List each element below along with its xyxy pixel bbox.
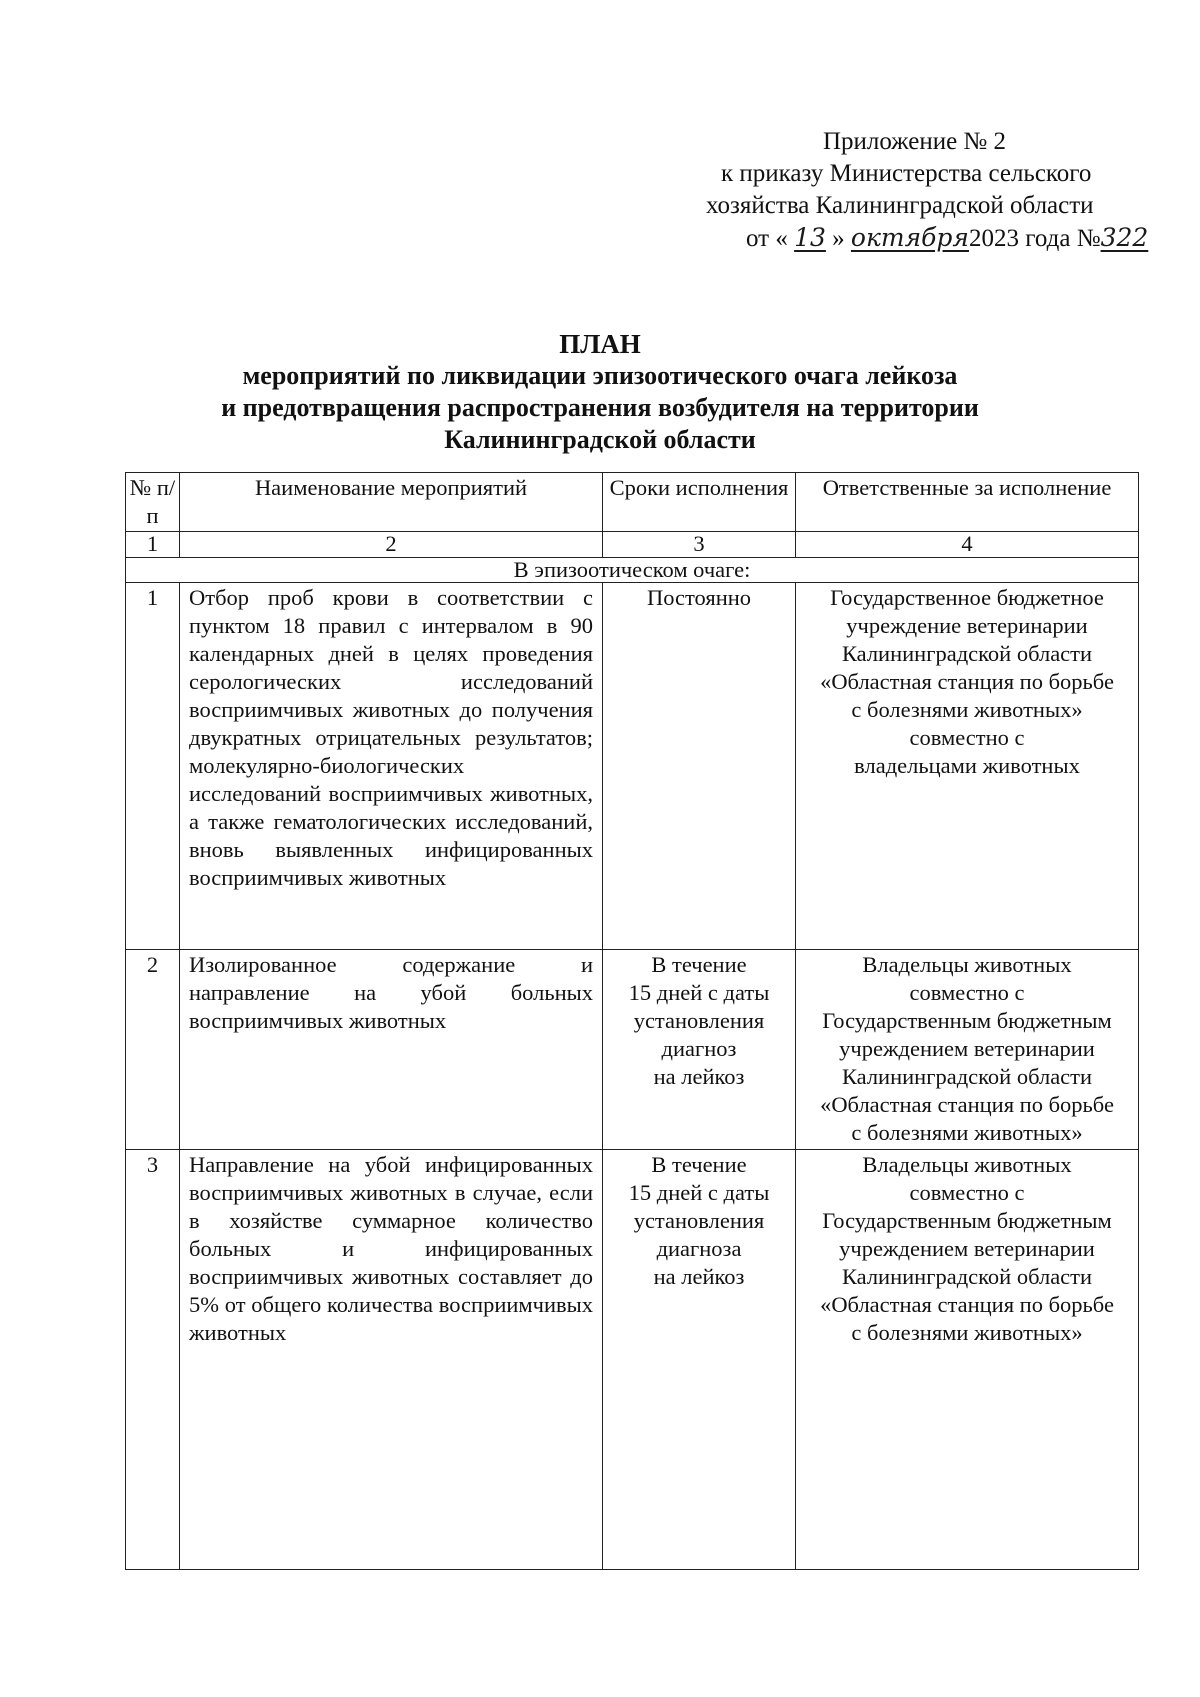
title-line3: Калининградской области	[444, 425, 756, 454]
document-title	[100, 328, 1100, 456]
appendix-header	[640, 126, 1180, 255]
row-responsible	[796, 1150, 1139, 1570]
term-line: В течение	[651, 1152, 747, 1178]
row-number: 1	[126, 582, 180, 949]
order-number-handwritten: 322	[1100, 223, 1149, 252]
responsible-line: Владельцы животных	[862, 952, 1072, 978]
row-activity: Изолированное содержание и направление на убой больных восприимчивых животных	[180, 950, 603, 1150]
row-term	[603, 582, 796, 949]
row-term	[603, 1150, 796, 1570]
term-line: диагноза	[656, 1236, 742, 1262]
table-header-row	[126, 473, 1139, 532]
responsible-line: учреждением ветеринарии	[839, 1236, 1095, 1262]
term-line: на лейкоз	[653, 1064, 745, 1090]
column-number-2: 2	[180, 532, 603, 557]
plan-table	[125, 472, 1139, 1570]
responsible-line: учреждение ветеринарии	[846, 612, 1088, 638]
term-line: 15 дней с даты	[628, 1180, 770, 1206]
column-number-row	[126, 532, 1139, 557]
responsible-line: Государственным бюджетным	[822, 1208, 1112, 1234]
header-term: Сроки исполнения	[603, 473, 796, 532]
responsible-line: Владельцы животных	[862, 1152, 1072, 1178]
header-activity: Наименование мероприятий	[180, 473, 603, 532]
column-number-3: 3	[603, 532, 796, 557]
table-row	[126, 582, 1139, 949]
responsible-line: совместно с	[909, 1180, 1025, 1206]
responsible-line: с болезнями животных»	[851, 1120, 1083, 1146]
date-year: 2023 года №	[968, 225, 1101, 252]
term-line: 15 дней с даты	[628, 980, 770, 1006]
row-activity: Направление на убой инфицированных восприимчивых животных в случае, если в хозяйстве суммарное количество больных и инфицированных восприимчивых животных составляет до 5% от общего количества восприимчивых животных	[180, 1150, 603, 1570]
responsible-line: совместно с	[909, 980, 1025, 1006]
title-line2: и предотвращения распространения возбудителя на территории	[221, 393, 979, 422]
order-reference-line1: к приказу Министерства сельского	[721, 160, 1092, 187]
date-day-handwritten: 13	[794, 223, 826, 252]
responsible-line: «Областная станция по борьбе	[820, 1292, 1114, 1318]
responsible-line: с болезнями животных»	[851, 696, 1083, 722]
responsible-line: совместно с	[909, 724, 1025, 750]
section-title: В эпизоотическом очаге:	[126, 557, 1139, 582]
responsible-line: учреждением ветеринарии	[839, 1036, 1095, 1062]
table-row	[126, 950, 1139, 1150]
date-month-handwritten: октября	[850, 223, 969, 252]
section-row	[126, 557, 1139, 582]
column-number-4: 4	[796, 532, 1139, 557]
order-date-line	[640, 222, 1180, 255]
row-number: 3	[126, 1150, 180, 1570]
responsible-line: Государственным бюджетным	[822, 1008, 1112, 1034]
appendix-title: Приложение № 2	[823, 128, 1007, 155]
row-term	[603, 950, 796, 1150]
order-reference-line2: хозяйства Калининградской области	[706, 192, 1094, 219]
header-responsible: Ответственные за исполнение	[796, 473, 1139, 532]
date-prefix: от «	[746, 225, 788, 252]
row-responsible	[796, 950, 1139, 1150]
term-line: Постоянно	[646, 584, 752, 610]
responsible-line: с болезнями животных»	[851, 1320, 1083, 1346]
title-line1: мероприятий по ликвидации эпизоотического очага лейкоза	[242, 361, 958, 390]
table-row	[126, 1150, 1139, 1570]
term-line: установления	[633, 1008, 765, 1034]
responsible-line: Калининградской области	[841, 1064, 1093, 1090]
term-line: на лейкоз	[653, 1264, 745, 1290]
term-line: установления	[633, 1208, 765, 1234]
row-responsible	[796, 582, 1139, 949]
responsible-line: Калининградской области	[841, 640, 1093, 666]
responsible-line: Калининградской области	[841, 1264, 1093, 1290]
title-heading: ПЛАН	[559, 329, 641, 359]
column-number-1: 1	[126, 532, 180, 557]
row-number: 2	[126, 950, 180, 1150]
term-line: диагноз	[661, 1036, 737, 1062]
date-mid: »	[832, 225, 845, 252]
term-line: В течение	[651, 952, 747, 978]
row-activity: Отбор проб крови в соответствии с пунктом 18 правил с интервалом в 90 календарных дней в целях проведения серологических исследований восприимчивых животных до получения двукратных отрицательных результатов; молекулярно-биологических исследований восприимчивых животных, а также гематологических исследований, вновь выявленных инфицированных восприимчивых животных	[180, 582, 603, 949]
responsible-line: «Областная станция по борьбе	[820, 668, 1114, 694]
header-number: № п/п	[126, 473, 180, 532]
responsible-line: владельцами животных	[854, 752, 1080, 778]
responsible-line: Государственное бюджетное	[830, 584, 1104, 610]
responsible-line: «Областная станция по борьбе	[820, 1092, 1114, 1118]
